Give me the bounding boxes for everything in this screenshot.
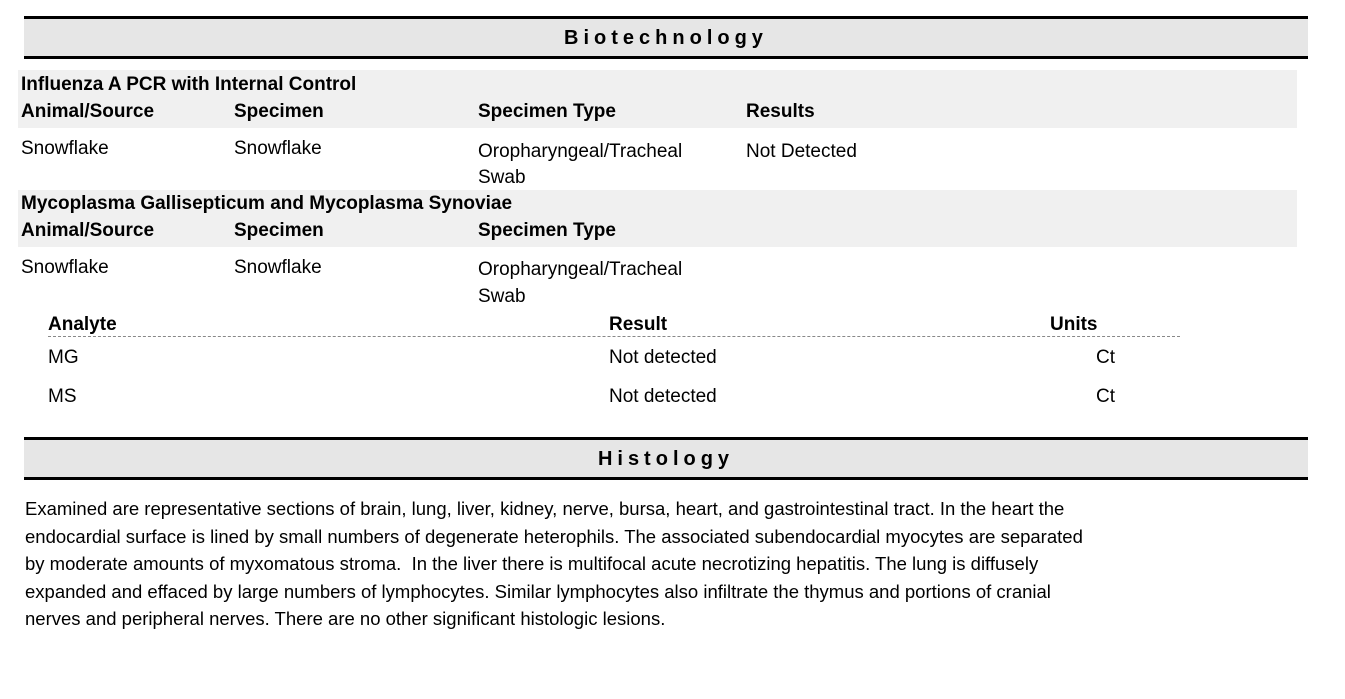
influenza-result-value: Not Detected [746, 141, 857, 162]
analyte-col-header: Analyte [48, 314, 117, 335]
biotechnology-section-bar [24, 16, 1308, 59]
histology-paragraph [25, 495, 1225, 633]
analyte-row-1-result: Not detected [609, 347, 717, 368]
analyte-row-2-units: Ct [1096, 386, 1115, 407]
mycoplasma-specimen-type-line2: Swab [478, 286, 526, 307]
influenza-col-specimen-type: Specimen Type [478, 101, 616, 122]
influenza-test-name: Influenza A PCR with Internal Control [21, 74, 357, 95]
mycoplasma-test-name: Mycoplasma Gallisepticum and Mycoplasma Synoviae [21, 193, 513, 214]
mycoplasma-specimen-type-line1: Oropharyngeal/Tracheal [478, 259, 683, 280]
mycoplasma-col-animal: Animal/Source [21, 220, 155, 241]
result-col-header: Result [609, 314, 668, 335]
influenza-col-specimen: Specimen [234, 101, 324, 122]
histology-line-4: expanded and effaced by large numbers of lymphocytes. Similar lymphocytes also infiltrate the thymus and portions of cranial [25, 580, 1051, 602]
units-col-header: Units [1050, 314, 1098, 335]
histology-line-1: Examined are representative sections of brain, lung, liver, kidney, nerve, bursa, heart, and gastrointestinal tract. In the heart the [25, 498, 1065, 519]
histology-line-2: endocardial surface is lined by small numbers of degenerate heterophils. The associated subendocardial myocytes are separated [25, 525, 1083, 547]
influenza-col-animal: Animal/Source [21, 101, 155, 122]
analyte-header-divider [48, 336, 1180, 337]
influenza-specimen-value: Snowflake [234, 138, 322, 159]
analyte-row-2-name: MS [48, 386, 77, 407]
influenza-animal-value: Snowflake [21, 138, 109, 159]
mycoplasma-specimen-value: Snowflake [234, 257, 322, 278]
histology-title: Histology [597, 448, 735, 470]
analyte-row-2-result: Not detected [609, 386, 717, 407]
influenza-specimen-type-line1: Oropharyngeal/Tracheal [478, 141, 683, 162]
histology-section-bar [24, 437, 1308, 480]
influenza-col-results: Results [746, 101, 815, 122]
mycoplasma-col-specimen: Specimen [234, 220, 324, 241]
histology-line-3: by moderate amounts of myxomatous stroma. In the liver there is multifocal acute necrotizing hepatitis. The lung is diffusely [25, 553, 1039, 574]
biotechnology-title: Biotechnology [564, 27, 768, 49]
analyte-row-1-name: MG [48, 347, 79, 368]
influenza-specimen-type-line2: Swab [478, 167, 526, 188]
histology-line-5: nerves and peripheral nerves. There are no other significant histologic lesions. [25, 608, 666, 629]
mycoplasma-col-specimen-type: Specimen Type [478, 220, 616, 241]
mycoplasma-animal-value: Snowflake [21, 257, 109, 278]
analyte-row-1-units: Ct [1096, 347, 1115, 368]
